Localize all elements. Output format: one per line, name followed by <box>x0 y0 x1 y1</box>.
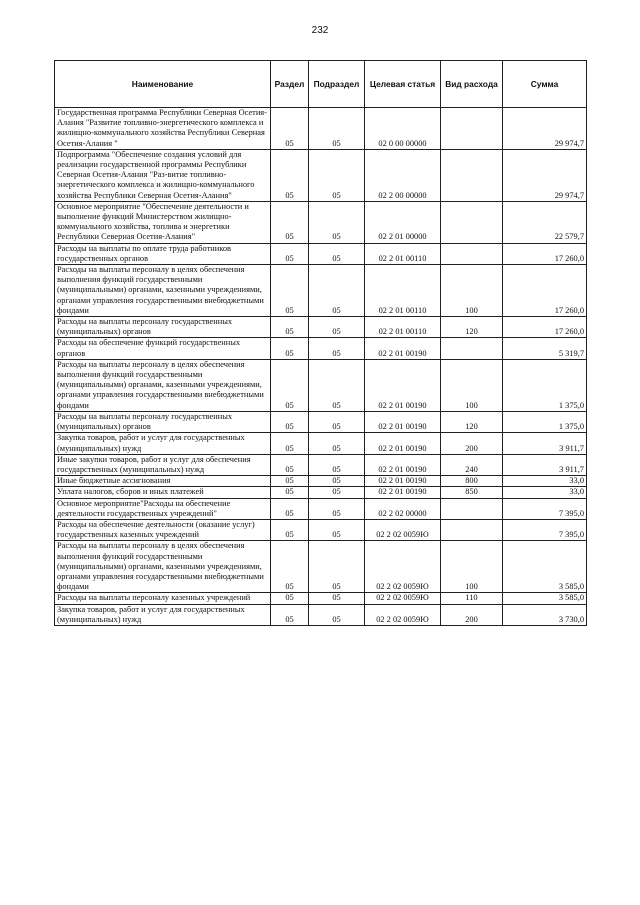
cell-subsection: 05 <box>309 338 365 359</box>
table-row <box>55 487 587 498</box>
table-row <box>55 433 587 454</box>
cell-sum: 33,0 <box>503 476 587 487</box>
table-row <box>55 454 587 475</box>
cell-kind: 100 <box>441 541 503 593</box>
table-header-row <box>55 61 587 108</box>
cell-name: Расходы на выплаты по оплате труда работников государственных органов <box>55 243 271 264</box>
table-row <box>55 541 587 593</box>
table-row <box>55 108 587 150</box>
cell-target: 02 2 02 00000 <box>365 498 441 519</box>
cell-section: 05 <box>271 541 309 593</box>
table-row <box>55 411 587 432</box>
cell-subsection: 05 <box>309 541 365 593</box>
cell-section: 05 <box>271 476 309 487</box>
cell-subsection: 05 <box>309 411 365 432</box>
cell-kind <box>441 201 503 243</box>
cell-sum: 5 319,7 <box>503 338 587 359</box>
cell-name: Закупка товаров, работ и услуг для государственных (муниципальных) нужд <box>55 433 271 454</box>
cell-kind: 200 <box>441 433 503 454</box>
cell-name: Закупка товаров, работ и услуг для государственных (муниципальных) нужд <box>55 604 271 625</box>
cell-target: 02 2 01 00190 <box>365 487 441 498</box>
cell-sum: 3 911,7 <box>503 433 587 454</box>
budget-table <box>54 60 587 626</box>
cell-target: 02 2 01 00190 <box>365 476 441 487</box>
cell-target: 02 2 01 00190 <box>365 411 441 432</box>
cell-section: 05 <box>271 243 309 264</box>
table-row <box>55 149 587 201</box>
cell-kind: 120 <box>441 411 503 432</box>
cell-subsection: 05 <box>309 359 365 411</box>
cell-subsection: 05 <box>309 433 365 454</box>
cell-kind: 120 <box>441 317 503 338</box>
cell-subsection: 05 <box>309 476 365 487</box>
cell-kind <box>441 498 503 519</box>
table-row <box>55 359 587 411</box>
cell-sum: 1 375,0 <box>503 359 587 411</box>
cell-subsection: 05 <box>309 487 365 498</box>
cell-target: 02 2 02 0059Ю <box>365 593 441 604</box>
table-row <box>55 476 587 487</box>
cell-subsection: 05 <box>309 149 365 201</box>
cell-name: Уплата налогов, сборов и иных платежей <box>55 487 271 498</box>
cell-kind: 800 <box>441 476 503 487</box>
page-number: 232 <box>311 25 329 36</box>
cell-section: 05 <box>271 265 309 317</box>
table-row <box>55 593 587 604</box>
cell-target: 02 2 01 00000 <box>365 201 441 243</box>
cell-sum: 29 974,7 <box>503 149 587 201</box>
cell-subsection: 05 <box>309 519 365 540</box>
cell-target: 02 2 00 00000 <box>365 149 441 201</box>
cell-kind: 850 <box>441 487 503 498</box>
cell-sum: 17 260,0 <box>503 317 587 338</box>
cell-sum: 33,0 <box>503 487 587 498</box>
cell-section: 05 <box>271 498 309 519</box>
cell-sum: 29 974,7 <box>503 108 587 150</box>
cell-sum: 3 730,0 <box>503 604 587 625</box>
cell-target: 02 2 01 00110 <box>365 265 441 317</box>
cell-name: Основное мероприятие"Расходы на обеспечение деятельности государственных учреждений" <box>55 498 271 519</box>
table-row <box>55 498 587 519</box>
cell-subsection: 05 <box>309 265 365 317</box>
cell-subsection: 05 <box>309 108 365 150</box>
cell-name: Подпрограмма "Обеспечение создания условий для реализации государственной программы Республики Северная Осетия-Алания "Раз-витие топливно-энергетического комплекса и жилищно-коммунального хозяйства Республики Северная Осетия-Алания" <box>55 149 271 201</box>
cell-section: 05 <box>271 604 309 625</box>
table-row <box>55 243 587 264</box>
cell-name: Иные бюджетные ассигнования <box>55 476 271 487</box>
cell-kind: 100 <box>441 359 503 411</box>
table-row <box>55 519 587 540</box>
table-row <box>55 604 587 625</box>
cell-kind <box>441 149 503 201</box>
cell-subsection: 05 <box>309 498 365 519</box>
cell-kind <box>441 243 503 264</box>
cell-target: 02 2 01 00190 <box>365 338 441 359</box>
header-subsection: Подраздел <box>309 61 365 108</box>
cell-target: 02 2 01 00190 <box>365 433 441 454</box>
cell-kind: 100 <box>441 265 503 317</box>
cell-target: 02 2 01 00110 <box>365 243 441 264</box>
header-target: Целевая статья <box>365 61 441 108</box>
cell-section: 05 <box>271 149 309 201</box>
table-row <box>55 265 587 317</box>
cell-section: 05 <box>271 108 309 150</box>
cell-kind <box>441 519 503 540</box>
cell-subsection: 05 <box>309 243 365 264</box>
cell-target: 02 2 01 00190 <box>365 359 441 411</box>
cell-target: 02 2 01 00110 <box>365 317 441 338</box>
header-sum: Сумма <box>503 61 587 108</box>
cell-section: 05 <box>271 593 309 604</box>
table-row <box>55 201 587 243</box>
cell-name: Основное мероприятие "Обеспечение деятельности и выполнение функций Министерством жилищно-коммунального хозяйства, топлива и энергетики Республики Северная Осетия-Алания" <box>55 201 271 243</box>
cell-target: 02 2 02 0059Ю <box>365 519 441 540</box>
cell-sum: 1 375,0 <box>503 411 587 432</box>
cell-target: 02 0 00 00000 <box>365 108 441 150</box>
cell-target: 02 2 01 00190 <box>365 454 441 475</box>
table-row <box>55 317 587 338</box>
cell-section: 05 <box>271 411 309 432</box>
cell-section: 05 <box>271 359 309 411</box>
cell-section: 05 <box>271 519 309 540</box>
cell-name: Иные закупки товаров, работ и услуг для обеспечения государственных (муниципальных) нужд <box>55 454 271 475</box>
cell-kind <box>441 108 503 150</box>
header-name: Наименование <box>55 61 271 108</box>
cell-kind <box>441 338 503 359</box>
cell-name: Расходы на выплаты персоналу в целях обеспечения выполнения функций государственными (муниципальными) органами, казенными учреждениями, органами управления государственными внебюджетными фондами <box>55 541 271 593</box>
table-body <box>55 108 587 626</box>
cell-subsection: 05 <box>309 317 365 338</box>
cell-target: 02 2 02 0059Ю <box>365 604 441 625</box>
header-section: Раздел <box>271 61 309 108</box>
cell-section: 05 <box>271 317 309 338</box>
cell-subsection: 05 <box>309 593 365 604</box>
cell-sum: 7 395,0 <box>503 519 587 540</box>
cell-sum: 22 579,7 <box>503 201 587 243</box>
cell-sum: 3 585,0 <box>503 541 587 593</box>
cell-kind: 200 <box>441 604 503 625</box>
cell-name: Расходы на обеспечение функций государственных органов <box>55 338 271 359</box>
cell-name: Расходы на выплаты персоналу государственных (муниципальных) органов <box>55 317 271 338</box>
table-row <box>55 338 587 359</box>
cell-subsection: 05 <box>309 604 365 625</box>
cell-sum: 17 260,0 <box>503 243 587 264</box>
cell-name: Расходы на обеспечение деятельности (оказание услуг) государственных казенных учреждений <box>55 519 271 540</box>
cell-sum: 17 260,0 <box>503 265 587 317</box>
cell-target: 02 2 02 0059Ю <box>365 541 441 593</box>
header-kind: Вид расхода <box>441 61 503 108</box>
cell-section: 05 <box>271 487 309 498</box>
cell-section: 05 <box>271 454 309 475</box>
cell-name: Расходы на выплаты персоналу в целях обеспечения выполнения функций государственными (муниципальными) органами, казенными учреждениями, органами управления государственными внебюджетными фондами <box>55 265 271 317</box>
cell-section: 05 <box>271 338 309 359</box>
cell-section: 05 <box>271 201 309 243</box>
cell-name: Государственная программа Республики Северная Осетия-Алания "Развитие топливно-энергетического комплекса и жилищно-коммунального хозяйства Республики Северная Осетия-Алания " <box>55 108 271 150</box>
cell-sum: 3 911,7 <box>503 454 587 475</box>
cell-subsection: 05 <box>309 201 365 243</box>
cell-kind: 110 <box>441 593 503 604</box>
cell-subsection: 05 <box>309 454 365 475</box>
cell-name: Расходы на выплаты персоналу казенных учреждений <box>55 593 271 604</box>
cell-sum: 3 585,0 <box>503 593 587 604</box>
cell-kind: 240 <box>441 454 503 475</box>
cell-name: Расходы на выплаты персоналу в целях обеспечения выполнения функций государственными (муниципальными) органами, казенными учреждениями, органами управления государственными внебюджетными фондами <box>55 359 271 411</box>
cell-name: Расходы на выплаты персоналу государственных (муниципальных) органов <box>55 411 271 432</box>
cell-sum: 7 395,0 <box>503 498 587 519</box>
cell-section: 05 <box>271 433 309 454</box>
